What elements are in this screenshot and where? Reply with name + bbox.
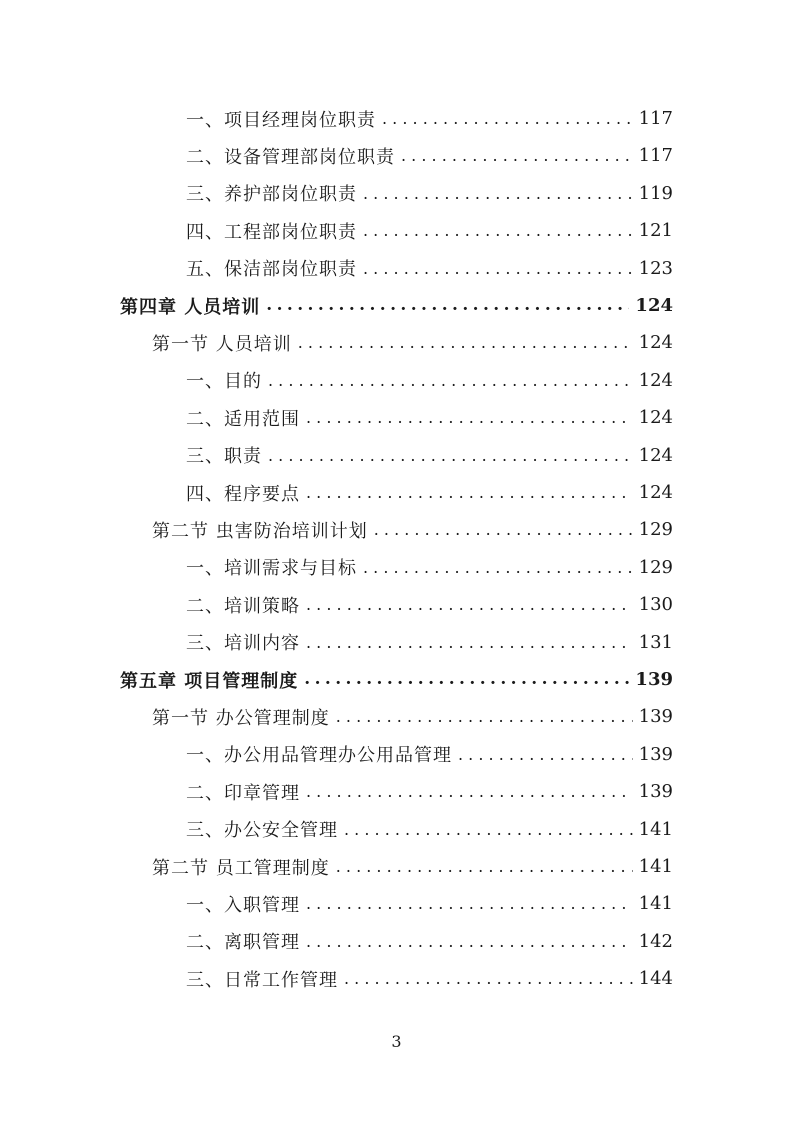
toc-entry[interactable] xyxy=(186,586,673,623)
toc-entry-title: 第一节 办公管理制度 xyxy=(152,707,330,729)
toc-entry-title: 三、办公安全管理 xyxy=(186,820,338,842)
toc-entry-title: 一、办公用品管理办公用品管理 xyxy=(186,745,452,767)
toc-dot-leader xyxy=(382,100,633,137)
toc-entry-title: 第五章 项目管理制度 xyxy=(120,670,299,692)
toc-entry-title: 二、印章管理 xyxy=(186,782,300,804)
toc-entry-title: 一、项目经理岗位职责 xyxy=(186,109,376,131)
toc-entry-title: 第二节 员工管理制度 xyxy=(152,857,330,879)
toc-entry-page: 139 xyxy=(638,781,673,803)
toc-dot-leader xyxy=(306,586,633,623)
toc-dot-leader xyxy=(306,474,633,511)
toc-dot-leader xyxy=(458,736,633,773)
toc-entry-page: 123 xyxy=(638,257,673,279)
toc-entry-page: 117 xyxy=(638,145,673,167)
toc-dot-leader xyxy=(344,811,633,848)
toc-entry[interactable] xyxy=(186,811,673,848)
toc-entry-page: 142 xyxy=(638,930,673,952)
toc-entry-page: 129 xyxy=(638,556,673,578)
toc-entry-title: 第四章 人员培训 xyxy=(120,296,261,318)
toc-entry[interactable] xyxy=(186,736,673,773)
toc-dot-leader xyxy=(363,250,633,287)
page-number: 3 xyxy=(391,1032,402,1051)
toc-dot-leader xyxy=(336,848,633,885)
toc-entry[interactable] xyxy=(186,624,673,661)
toc-dot-leader xyxy=(363,549,633,586)
toc-entry-page: 144 xyxy=(638,968,673,990)
toc-entry[interactable] xyxy=(186,212,673,249)
toc-entry-title: 一、入职管理 xyxy=(186,894,300,916)
toc-entry[interactable] xyxy=(186,399,673,436)
toc-dot-leader xyxy=(336,698,633,735)
toc-entry-page: 141 xyxy=(638,893,673,915)
toc-entry[interactable] xyxy=(186,885,673,922)
toc-entry-page: 129 xyxy=(638,519,673,541)
toc-entry[interactable] xyxy=(186,100,673,137)
toc-section-entry[interactable] xyxy=(152,848,673,885)
toc-entry[interactable] xyxy=(186,960,673,997)
toc-dot-leader xyxy=(344,960,633,997)
toc-entry-page: 141 xyxy=(638,856,673,877)
toc-entry-page: 124 xyxy=(635,295,673,316)
toc-entry-title: 一、目的 xyxy=(186,371,262,393)
toc-entry-title: 四、工程部岗位职责 xyxy=(186,221,357,243)
toc-entry-title: 三、职责 xyxy=(186,446,262,468)
toc-dot-leader xyxy=(363,212,633,249)
toc-entry-page: 124 xyxy=(638,444,673,466)
toc-entry-page: 130 xyxy=(638,594,673,616)
toc-entry-page: 124 xyxy=(638,407,673,429)
toc-entry[interactable] xyxy=(186,362,673,399)
toc-entry-title: 四、程序要点 xyxy=(186,483,300,505)
toc-dot-leader xyxy=(374,511,633,548)
toc-entry[interactable] xyxy=(186,474,673,511)
toc-dot-leader xyxy=(304,661,629,698)
toc-dot-leader xyxy=(306,624,633,661)
toc-entry[interactable] xyxy=(186,923,673,960)
toc-chapter-entry[interactable] xyxy=(120,661,673,698)
toc-dot-leader xyxy=(306,923,633,960)
toc-entry-title: 第一节 人员培训 xyxy=(152,333,292,355)
toc-section-entry[interactable] xyxy=(152,324,673,361)
toc-entry-title: 二、设备管理部岗位职责 xyxy=(186,146,395,168)
toc-entry-title: 三、日常工作管理 xyxy=(186,969,338,991)
toc-entry-page: 124 xyxy=(638,482,673,503)
toc-entry-page: 124 xyxy=(638,369,673,391)
toc-dot-leader xyxy=(401,137,633,174)
toc-entry-title: 二、适用范围 xyxy=(186,408,300,430)
toc-entry-page: 119 xyxy=(638,182,673,204)
toc-entry-page: 141 xyxy=(638,818,673,840)
toc-entry[interactable] xyxy=(186,549,673,586)
toc-entry-title: 五、保洁部岗位职责 xyxy=(186,259,357,281)
toc-dot-leader xyxy=(268,437,633,474)
toc-entry[interactable] xyxy=(186,175,673,212)
toc-chapter-entry[interactable] xyxy=(120,287,673,324)
toc-entry-title: 三、培训内容 xyxy=(186,633,300,655)
toc-dot-leader xyxy=(266,287,629,324)
toc-entry-title: 二、离职管理 xyxy=(186,932,300,954)
toc-entry-title: 一、培训需求与目标 xyxy=(186,558,357,580)
toc-dot-leader xyxy=(268,362,633,399)
toc-entry-page: 139 xyxy=(635,669,673,690)
toc-entry-page: 124 xyxy=(638,332,673,354)
toc-dot-leader xyxy=(298,324,633,361)
toc-entry-page: 131 xyxy=(638,631,673,653)
toc-section-entry[interactable] xyxy=(152,698,673,735)
toc-dot-leader xyxy=(306,773,633,810)
toc-dot-leader xyxy=(363,175,633,212)
toc-entry[interactable] xyxy=(186,437,673,474)
toc-entry[interactable] xyxy=(186,250,673,287)
toc-entry-page: 139 xyxy=(638,706,673,728)
toc-entry-title: 三、养护部岗位职责 xyxy=(186,184,357,206)
toc-entry-title: 第二节 虫害防治培训计划 xyxy=(152,520,368,542)
toc-dot-leader xyxy=(306,399,633,436)
toc-entry-page: 121 xyxy=(638,220,673,242)
toc-entry[interactable] xyxy=(186,137,673,174)
toc-entry[interactable] xyxy=(186,773,673,810)
toc-entry-page: 117 xyxy=(638,108,673,129)
toc-entry-title: 二、培训策略 xyxy=(186,595,300,617)
toc-section-entry[interactable] xyxy=(152,511,673,548)
toc-dot-leader xyxy=(306,885,633,922)
toc-entry-page: 139 xyxy=(638,743,673,765)
